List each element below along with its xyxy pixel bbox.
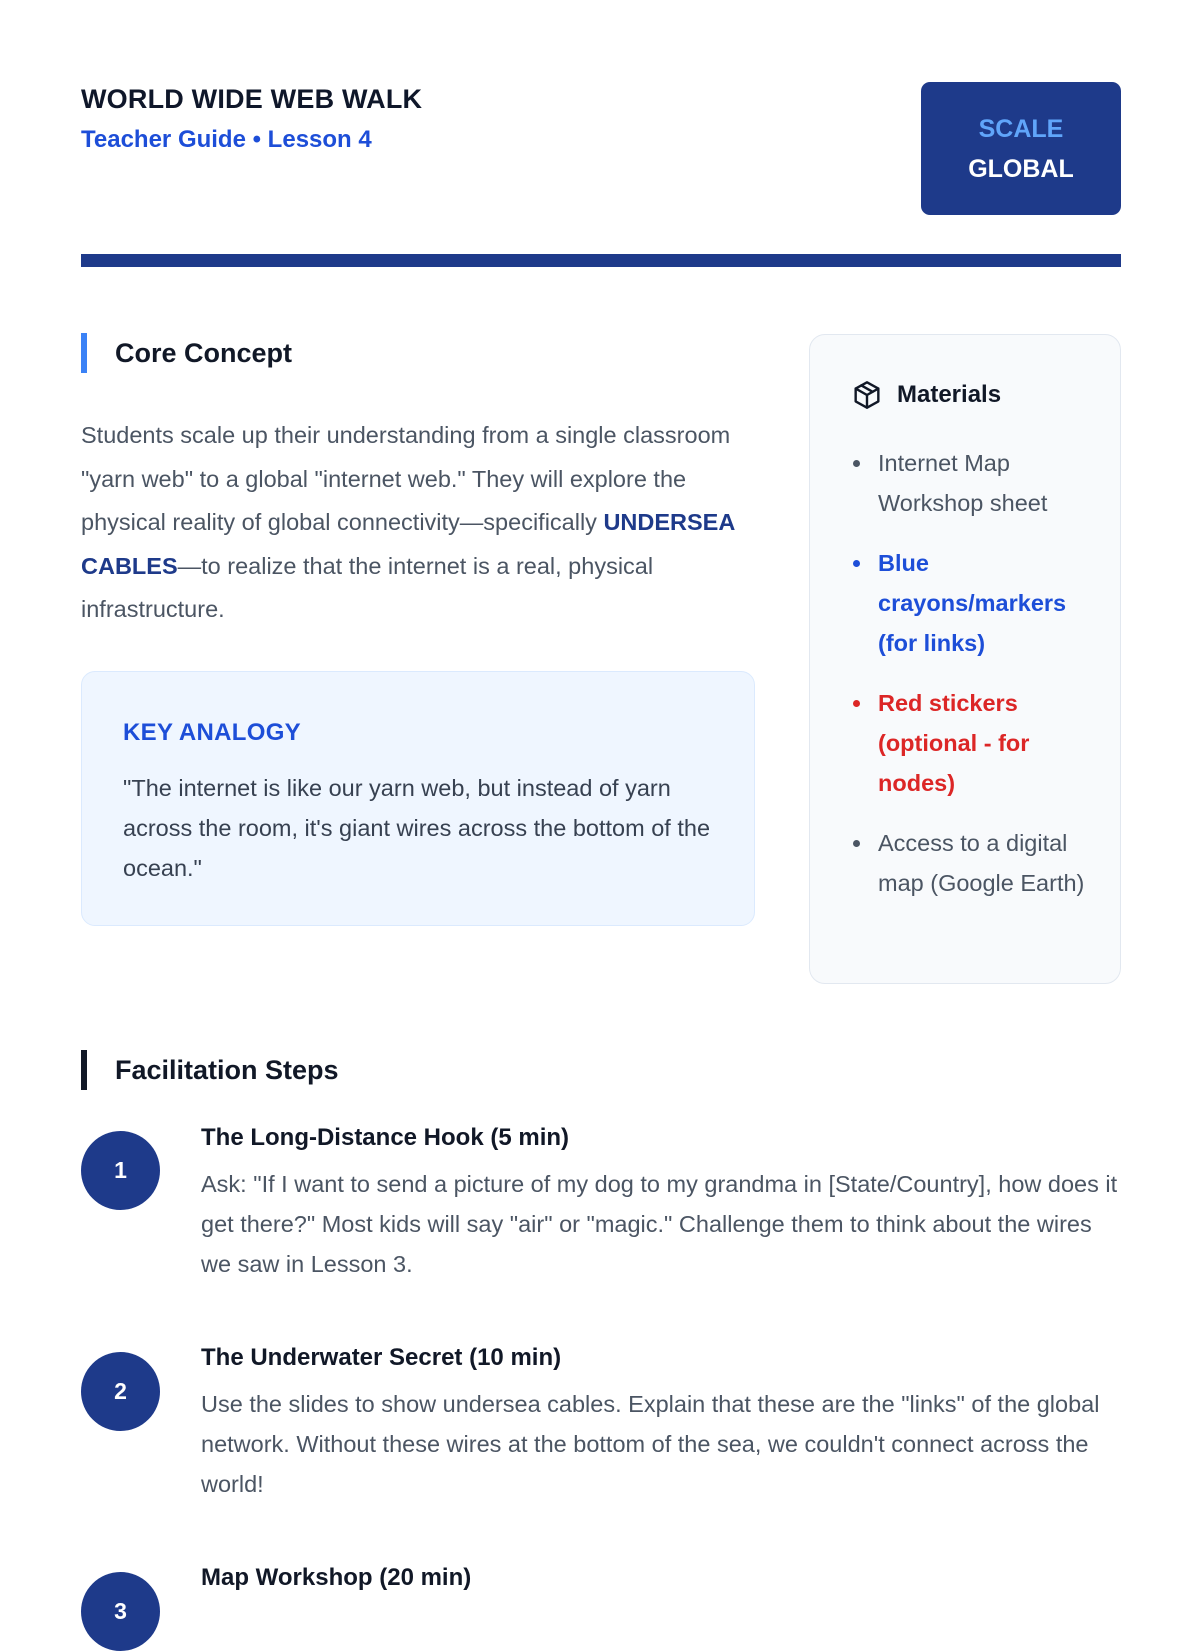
document-subtitle: Teacher Guide • Lesson 4: [81, 126, 372, 153]
core-concept-text: [81, 414, 761, 632]
scale-badge-label: SCALE: [978, 114, 1064, 143]
scale-badge: [921, 82, 1121, 215]
step-title: Map Workshop (20 min): [201, 1564, 472, 1591]
concept-highlight: UNDERSEA CABLES: [81, 509, 735, 579]
facilitation-heading: [81, 1050, 339, 1090]
header-divider: [81, 254, 1121, 267]
materials-heading: [851, 379, 1001, 411]
step-number: 3: [81, 1572, 160, 1651]
facilitation-title: Facilitation Steps: [115, 1054, 339, 1085]
concept-text-end: —to realize that the internet is a real, physical infrastructure.: [81, 552, 654, 622]
step-title: The Long-Distance Hook (5 min): [201, 1124, 570, 1151]
materials-item: Blue crayons/markers (for links): [851, 543, 1101, 663]
document-title: WORLD WIDE WEB WALK: [81, 84, 423, 114]
materials-item: Red stickers (optional - for nodes): [851, 683, 1101, 803]
scale-badge-value: GLOBAL: [968, 154, 1074, 183]
materials-item: Access to a digital map (Google Earth): [851, 823, 1101, 903]
step-description: Ask: "If I want to send a picture of my dog to my grandma in [State/Country], how does it get there?" Most kids will say "air" or "magic." Challenge them to think about the wires we saw in Lesson 3.: [201, 1171, 1118, 1277]
core-concept-title: Core Concept: [115, 337, 293, 368]
key-analogy-card: [81, 671, 755, 926]
key-analogy-quote: "The internet is like our yarn web, but instead of yarn across the room, it's giant wires across the bottom of the ocean.": [123, 775, 711, 881]
core-concept-heading: [81, 333, 292, 373]
section-accent-bar: [81, 1050, 87, 1090]
materials-item: Internet Map Workshop sheet: [851, 443, 1101, 523]
section-accent-bar: [81, 333, 87, 373]
concept-text-start: Students scale up their understanding from a single classroom "yarn web" to a global "internet web." They will explore the physical reality of global connectivity—specifically: [81, 422, 731, 535]
page-header: [81, 82, 1121, 216]
step-number: 1: [81, 1131, 160, 1210]
step-number: 2: [81, 1352, 160, 1431]
package-icon: [851, 379, 883, 411]
materials-title: Materials: [897, 381, 1002, 408]
step-title: The Underwater Secret (10 min): [201, 1344, 562, 1371]
step-description: Use the slides to show undersea cables. Explain that these are the "links" of the global network. Without these wires at the bottom of the sea, we couldn't connect across the world!: [201, 1391, 1100, 1497]
materials-card: [809, 334, 1121, 984]
materials-list: [851, 443, 1101, 923]
key-analogy-title: KEY ANALOGY: [123, 719, 301, 746]
